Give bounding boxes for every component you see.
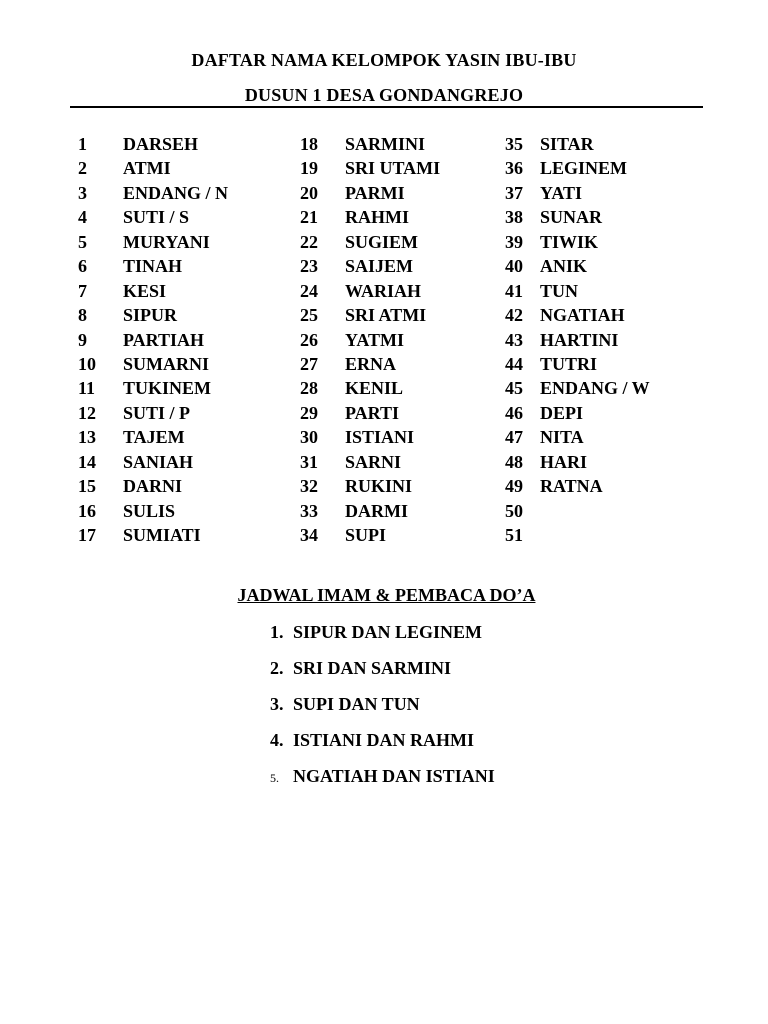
member-number: 9 xyxy=(78,329,87,350)
schedule-item-text: SRI DAN SARMINI xyxy=(293,658,452,678)
member-number: 21 xyxy=(300,207,318,228)
member-number: 28 xyxy=(300,378,318,399)
member-name: RAHMI xyxy=(345,207,409,228)
member-name: DARSEH xyxy=(123,134,199,154)
member-number: 35 xyxy=(505,134,523,154)
document-title: DAFTAR NAMA KELOMPOK YASIN IBU-IBU xyxy=(191,50,577,70)
member-name: SUPI xyxy=(345,525,387,545)
member-number: 16 xyxy=(78,500,96,521)
member-number: 10 xyxy=(78,353,96,374)
member-number: 25 xyxy=(300,305,318,326)
member-name: SARMINI xyxy=(345,134,426,154)
member-name: SUMIATI xyxy=(123,525,201,545)
member-name: TUTRI xyxy=(540,353,598,374)
member-name: HARTINI xyxy=(540,329,619,350)
title-divider xyxy=(70,106,703,108)
member-name: SIPUR xyxy=(123,305,178,326)
member-number: 38 xyxy=(505,207,523,228)
schedule-title: JADWAL IMAM & PEMBACA DO’A xyxy=(237,585,536,605)
member-name: SANIAH xyxy=(123,451,194,472)
member-number: 13 xyxy=(78,427,96,448)
member-name: SUNAR xyxy=(540,207,603,228)
member-name: TUKINEM xyxy=(123,378,212,399)
member-number: 30 xyxy=(300,427,318,448)
member-number: 29 xyxy=(300,402,318,423)
member-number: 14 xyxy=(78,451,96,472)
member-name: PARTIAH xyxy=(123,329,205,350)
schedule-item-number: 4. xyxy=(270,730,284,750)
member-number: 37 xyxy=(505,182,523,203)
member-name: NGATIAH xyxy=(540,305,625,326)
member-name: KESI xyxy=(123,280,167,301)
member-number: 19 xyxy=(300,158,318,179)
member-name: RATNA xyxy=(540,476,603,497)
member-number: 26 xyxy=(300,329,318,350)
schedule-item-text: SIPUR DAN LEGINEM xyxy=(293,622,483,642)
member-name: SUTI / S xyxy=(123,207,190,228)
member-name: SARNI xyxy=(345,451,402,472)
member-name: NITA xyxy=(540,427,584,448)
member-number: 24 xyxy=(300,280,318,301)
member-number: 41 xyxy=(505,280,523,301)
member-number: 45 xyxy=(505,378,523,399)
member-number: 42 xyxy=(505,305,523,326)
member-name: TUN xyxy=(540,280,579,301)
member-number: 5 xyxy=(78,231,87,252)
schedule-item-text: SUPI DAN TUN xyxy=(293,694,420,714)
member-name: TIWIK xyxy=(540,231,599,252)
member-name: TAJEM xyxy=(123,427,185,448)
member-number: 32 xyxy=(300,476,318,497)
member-name: ANIK xyxy=(540,256,588,277)
member-number: 49 xyxy=(505,476,523,497)
member-name: PARMI xyxy=(345,182,405,203)
member-name: DARNI xyxy=(123,476,183,497)
member-number: 8 xyxy=(78,305,87,326)
member-number: 17 xyxy=(78,525,96,545)
member-name: SUTI / P xyxy=(123,402,191,423)
member-number: 6 xyxy=(78,256,87,277)
member-name: RUKINI xyxy=(345,476,413,497)
schedule-item-text: NGATIAH DAN ISTIANI xyxy=(293,766,495,786)
member-number: 39 xyxy=(505,231,523,252)
member-name: SITAR xyxy=(540,134,594,154)
member-number: 43 xyxy=(505,329,523,350)
member-name: MURYANI xyxy=(123,231,210,252)
member-number: 51 xyxy=(505,525,523,545)
member-name: YATMI xyxy=(345,329,405,350)
member-name: ENDANG / N xyxy=(123,182,229,203)
member-name: SUMARNI xyxy=(123,353,210,374)
schedule-item-text: ISTIANI DAN RAHMI xyxy=(293,730,475,750)
member-number: 23 xyxy=(300,256,318,277)
member-name: KENIL xyxy=(345,378,404,399)
member-number: 31 xyxy=(300,451,318,472)
schedule-item-number: 3. xyxy=(270,694,284,714)
schedule-item-number: 2. xyxy=(270,658,284,678)
member-name: SULIS xyxy=(123,500,176,521)
schedule-item-number: 5. xyxy=(270,771,279,785)
member-number: 15 xyxy=(78,476,96,497)
member-number: 1 xyxy=(78,134,87,154)
member-number: 18 xyxy=(300,134,318,154)
member-name: DEPI xyxy=(540,402,584,423)
member-name: HARI xyxy=(540,451,588,472)
member-name: LEGINEM xyxy=(540,158,628,179)
member-number: 4 xyxy=(78,207,87,228)
member-number: 3 xyxy=(78,182,87,203)
member-number: 33 xyxy=(300,500,318,521)
member-number: 12 xyxy=(78,402,96,423)
member-name: ATMI xyxy=(123,158,171,179)
schedule-item-number: 1. xyxy=(270,622,284,642)
member-number: 20 xyxy=(300,182,318,203)
document-subtitle: DUSUN 1 DESA GONDANGREJO xyxy=(244,85,524,105)
member-number: 50 xyxy=(505,500,523,521)
member-name: PARTI xyxy=(345,402,400,423)
member-name: SAIJEM xyxy=(345,256,414,277)
member-number: 2 xyxy=(78,158,87,179)
member-number: 40 xyxy=(505,256,523,277)
member-name: SRI ATMI xyxy=(345,305,427,326)
member-number: 44 xyxy=(505,353,523,374)
member-name: ISTIANI xyxy=(345,427,415,448)
member-name: ERNA xyxy=(345,353,397,374)
member-number: 46 xyxy=(505,402,523,423)
member-name: WARIAH xyxy=(345,280,422,301)
member-name: YATI xyxy=(540,182,583,203)
member-number: 7 xyxy=(78,280,87,301)
member-number: 36 xyxy=(505,158,523,179)
member-name: DARMI xyxy=(345,500,408,521)
member-name: TINAH xyxy=(123,256,183,277)
member-name: ENDANG / W xyxy=(540,378,650,399)
member-name: SRI UTAMI xyxy=(345,158,441,179)
member-number: 47 xyxy=(505,427,523,448)
member-number: 48 xyxy=(505,451,523,472)
member-number: 34 xyxy=(300,525,318,545)
member-name: SUGIEM xyxy=(345,231,419,252)
member-number: 27 xyxy=(300,353,318,374)
member-number: 22 xyxy=(300,231,318,252)
member-number: 11 xyxy=(78,378,96,399)
